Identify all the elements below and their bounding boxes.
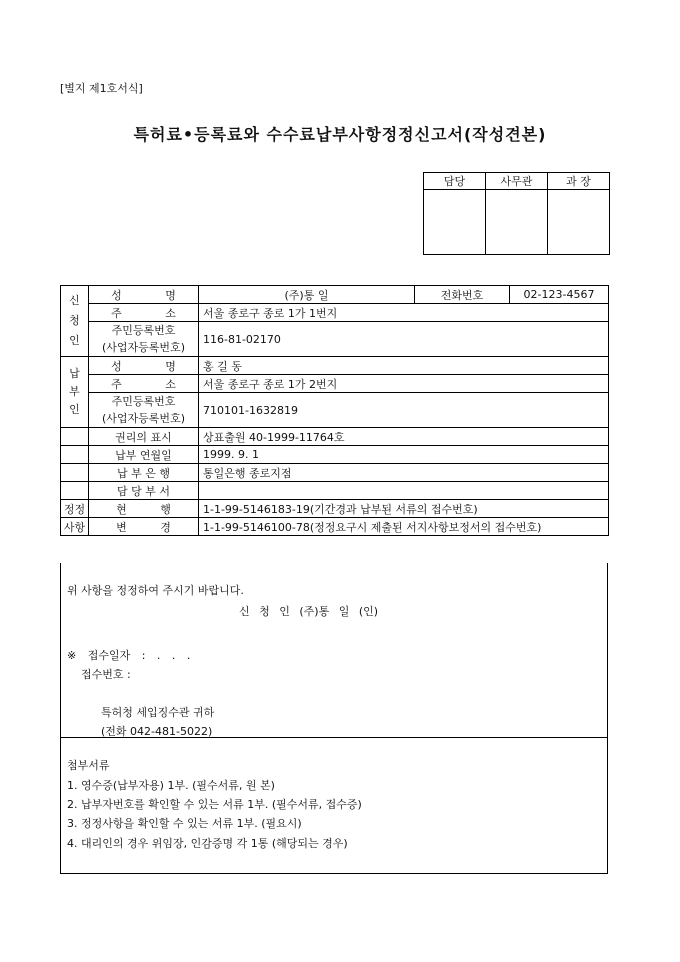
- applicant-phone-value[interactable]: 02-123-4567: [510, 286, 609, 304]
- declaration-signer: 신 청 인 (주)통 일 (인): [239, 605, 379, 618]
- correction-current-value[interactable]: 1-1-99-5146183-19(기간경과 납부된 서류의 접수번호): [199, 500, 609, 518]
- applicant-section-label: 신청인: [61, 286, 89, 357]
- applicant-phone-label: 전화번호: [415, 286, 510, 304]
- approval-col-staff: 담당: [424, 173, 486, 190]
- correction-current-label: 현 행: [89, 500, 199, 518]
- bank-value[interactable]: 통일은행 종로지점: [199, 464, 609, 482]
- payer-id-value[interactable]: 710101-1632819: [199, 393, 609, 428]
- correction-change-label: 변 경: [89, 518, 199, 536]
- bank-label: 납 부 은 행: [89, 464, 199, 482]
- approval-col-officer: 사무관: [486, 173, 548, 190]
- attachment-item: 1. 영수증(납부자용) 1부. (필수서류, 원 본): [67, 779, 275, 792]
- receipt-date: ※ 접수일자 : . . .: [67, 649, 191, 662]
- correction-label-bottom: 사항: [61, 518, 89, 536]
- applicant-address-value[interactable]: 서울 종로구 종로 1가 1번지: [199, 304, 609, 322]
- rights-label: 권리의 표시: [89, 428, 199, 446]
- attachment-item: 4. 대리인의 경우 위임장, 인감증명 각 1통 (해당되는 경우): [67, 837, 348, 850]
- payment-date-value[interactable]: 1999. 9. 1: [199, 446, 609, 464]
- addressee: 특허청 세입징수관 귀하: [101, 706, 215, 719]
- applicant-address-label: 주 소: [89, 304, 199, 322]
- rights-value[interactable]: 상표출원 40-1999-11764호: [199, 428, 609, 446]
- approval-sign-officer[interactable]: [486, 190, 548, 255]
- attachments-section: [60, 738, 608, 874]
- form-table: [60, 285, 609, 536]
- approval-sign-staff[interactable]: [424, 190, 486, 255]
- receipt-number: 접수번호 :: [81, 668, 131, 681]
- approval-box: [423, 172, 610, 255]
- form-reference: [별지 제1호서식]: [60, 82, 143, 95]
- approval-col-chief: 과 장: [548, 173, 610, 190]
- applicant-name-label: 성 명: [89, 286, 199, 304]
- correction-label-top: 정정: [61, 500, 89, 518]
- addressee-phone: (전화 042-481-5022): [101, 725, 213, 738]
- page-title: 특허료•등록료와 수수료납부사항정정신고서(작성견본): [133, 125, 547, 144]
- payment-date-label: 납부 연월일: [89, 446, 199, 464]
- correction-change-value[interactable]: 1-1-99-5146100-78(정정요구시 제출된 서지사항보정서의 접수번호): [199, 518, 609, 536]
- payer-address-label: 주 소: [89, 375, 199, 393]
- attachment-item: 2. 납부자번호를 확인할 수 있는 서류 1부. (필수서류, 접수증): [67, 798, 362, 811]
- attachment-item: 3. 정정사항을 확인할 수 있는 서류 1부. (필요시): [67, 817, 302, 830]
- payer-name-label: 성 명: [89, 357, 199, 375]
- applicant-id-value[interactable]: 116-81-02170: [199, 322, 609, 357]
- approval-sign-chief[interactable]: [548, 190, 610, 255]
- declaration-request: 위 사항을 정정하여 주시기 바랍니다.: [67, 584, 244, 597]
- applicant-name-value[interactable]: (주)통 일: [199, 286, 415, 304]
- declaration-section: [60, 563, 608, 738]
- attachments-heading: 첨부서류: [67, 759, 110, 772]
- applicant-id-label: 주민등록번호 (사업자등록번호): [89, 322, 199, 357]
- payer-name-value[interactable]: 홍 길 동: [199, 357, 609, 375]
- department-value[interactable]: [199, 482, 609, 500]
- department-label: 담 당 부 서: [89, 482, 199, 500]
- payer-section-label: 납부인: [61, 357, 89, 428]
- payer-id-label: 주민등록번호 (사업자등록번호): [89, 393, 199, 428]
- payer-address-value[interactable]: 서울 종로구 종로 1가 2번지: [199, 375, 609, 393]
